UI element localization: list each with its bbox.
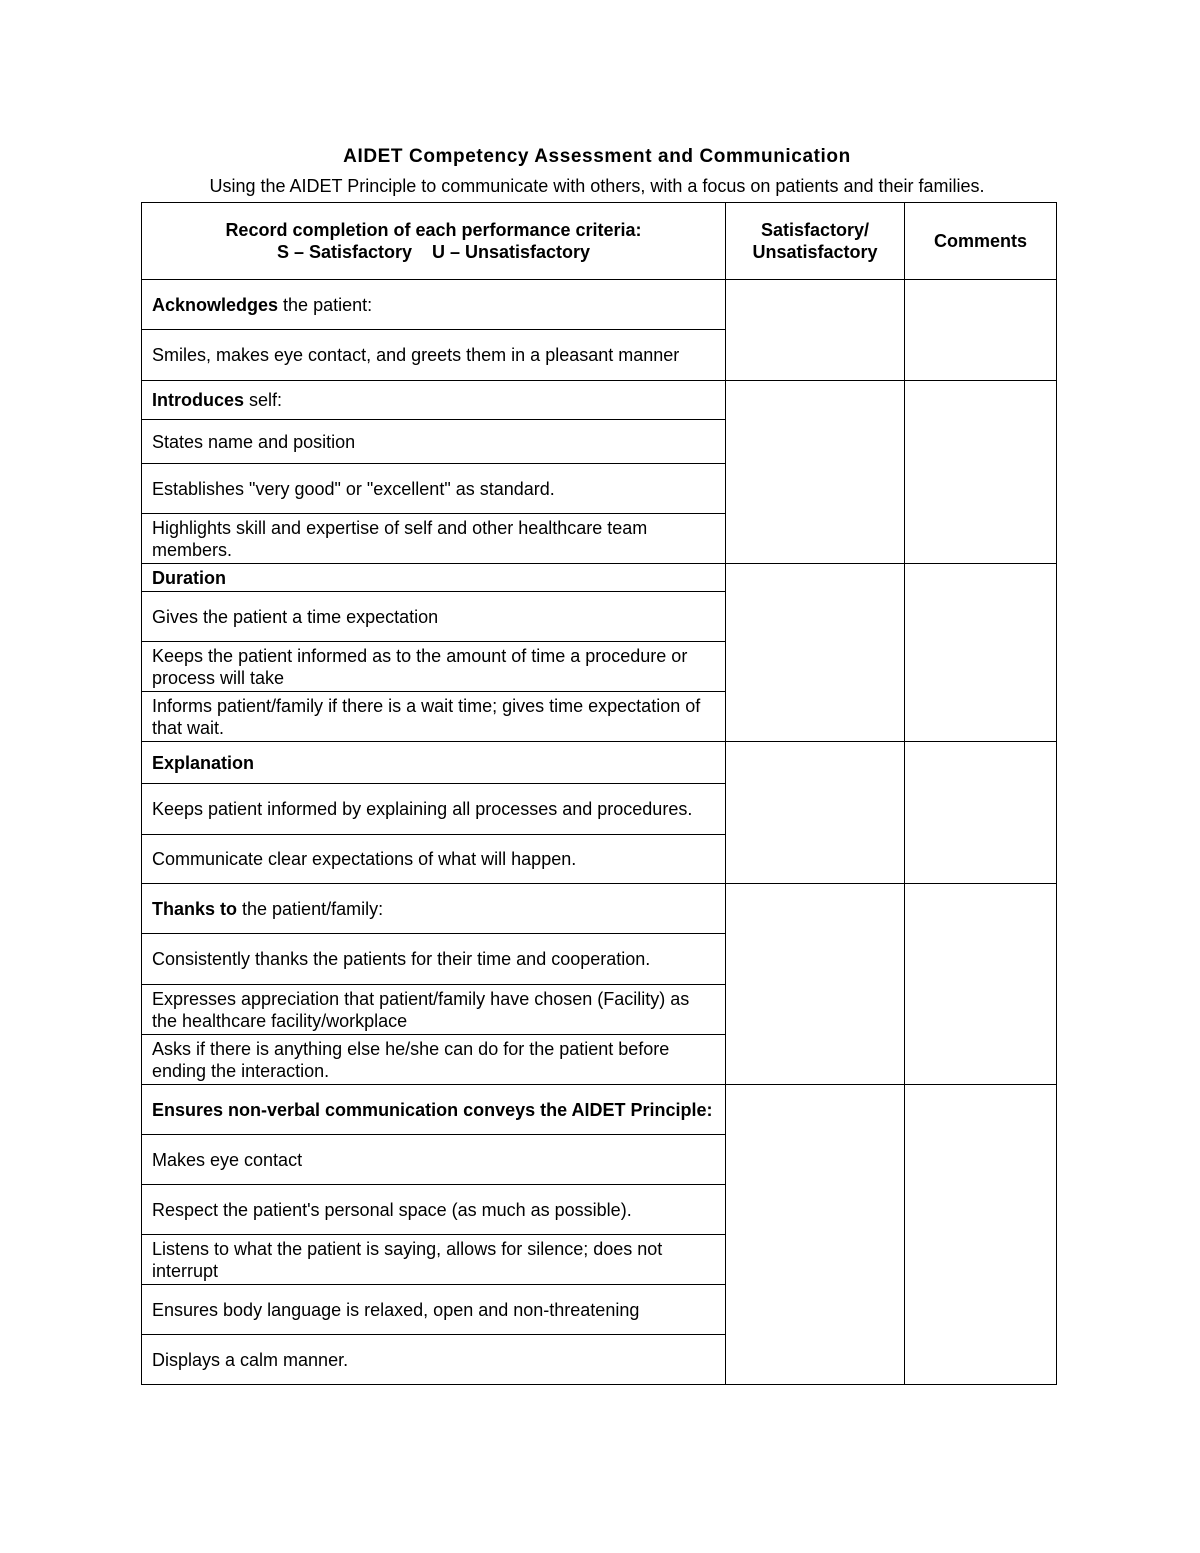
section-heading-bold: Explanation (152, 752, 255, 773)
criteria-item: Consistently thanks the patients for their time and cooperation. (142, 934, 726, 985)
criteria-item: Keeps patient informed by explaining all processes and procedures. (142, 784, 726, 835)
criteria-item: Smiles, makes eye contact, and greets them in a pleasant manner (142, 330, 726, 381)
section-heading (142, 1085, 726, 1135)
criteria-item: Respect the patient's personal space (as much as possible). (142, 1185, 726, 1235)
criteria-item: States name and position (142, 420, 726, 464)
criteria-item: Highlights skill and expertise of self and other healthcare team members. (142, 514, 726, 564)
section-heading (142, 742, 726, 784)
section-heading-row (142, 564, 1057, 592)
section-heading-bold: Thanks to (152, 898, 238, 919)
criteria-header-line2: S – Satisfactory U – Unsatisfactory (276, 242, 591, 262)
section-heading (142, 381, 726, 420)
section-heading-bold: Duration (152, 567, 226, 588)
rating-header-line2: Unsatisfactory (752, 242, 878, 262)
section-heading-bold: Ensures non-verbal communication conveys the AIDET Principle: (152, 1099, 713, 1120)
section-heading-row (142, 1085, 1057, 1135)
section-heading (142, 564, 726, 592)
criteria-item: Communicate clear expectations of what will happen. (142, 835, 726, 884)
comments-cell[interactable] (905, 742, 1057, 884)
comments-cell[interactable] (905, 884, 1057, 1085)
rating-cell[interactable] (726, 884, 905, 1085)
rating-cell[interactable] (726, 564, 905, 742)
page-subtitle: Using the AIDET Principle to communicate with others, with a focus on patients and their families. (209, 176, 985, 196)
section-heading-row (142, 381, 1057, 420)
section-heading-row (142, 884, 1057, 934)
rating-cell[interactable] (726, 1085, 905, 1385)
section-heading-row (142, 280, 1057, 330)
criteria-item: Makes eye contact (142, 1135, 726, 1185)
section-heading (142, 280, 726, 330)
criteria-item: Displays a calm manner. (142, 1335, 726, 1385)
criteria-item: Listens to what the patient is saying, allows for silence; does not interrupt (142, 1235, 726, 1285)
criteria-item: Expresses appreciation that patient/family have chosen (Facility) as the healthcare facility/workplace (142, 985, 726, 1035)
comments-header: Comments (905, 203, 1057, 280)
comments-cell[interactable] (905, 564, 1057, 742)
section-heading-row (142, 742, 1057, 784)
criteria-item: Establishes "very good" or "excellent" as standard. (142, 464, 726, 514)
section-heading-rest: the patient/family: (237, 898, 384, 919)
table-header-row (142, 203, 1057, 280)
rating-header (726, 203, 905, 280)
criteria-item: Asks if there is anything else he/she can do for the patient before ending the interaction. (142, 1035, 726, 1085)
section-heading-rest: self: (244, 390, 283, 410)
assessment-table (141, 202, 1057, 1385)
criteria-item: Informs patient/family if there is a wait time; gives time expectation of that wait. (142, 692, 726, 742)
criteria-item: Gives the patient a time expectation (142, 592, 726, 642)
criteria-item: Keeps the patient informed as to the amount of time a procedure or process will take (142, 642, 726, 692)
rating-header-line1: Satisfactory/ (760, 220, 870, 240)
criteria-item: Ensures body language is relaxed, open and non-threatening (142, 1285, 726, 1335)
comments-cell[interactable] (905, 381, 1057, 564)
page-title: AIDET Competency Assessment and Communication (343, 146, 851, 167)
rating-cell[interactable] (726, 381, 905, 564)
section-heading (142, 884, 726, 934)
rating-cell[interactable] (726, 742, 905, 884)
criteria-header (142, 203, 726, 280)
section-heading-rest: the patient: (278, 294, 373, 315)
comments-cell[interactable] (905, 280, 1057, 381)
rating-cell[interactable] (726, 280, 905, 381)
criteria-header-line1: Record completion of each performance criteria: (225, 220, 642, 240)
comments-cell[interactable] (905, 1085, 1057, 1385)
section-heading-bold: Acknowledges (152, 294, 279, 315)
section-heading-bold: Introduces (152, 390, 245, 410)
